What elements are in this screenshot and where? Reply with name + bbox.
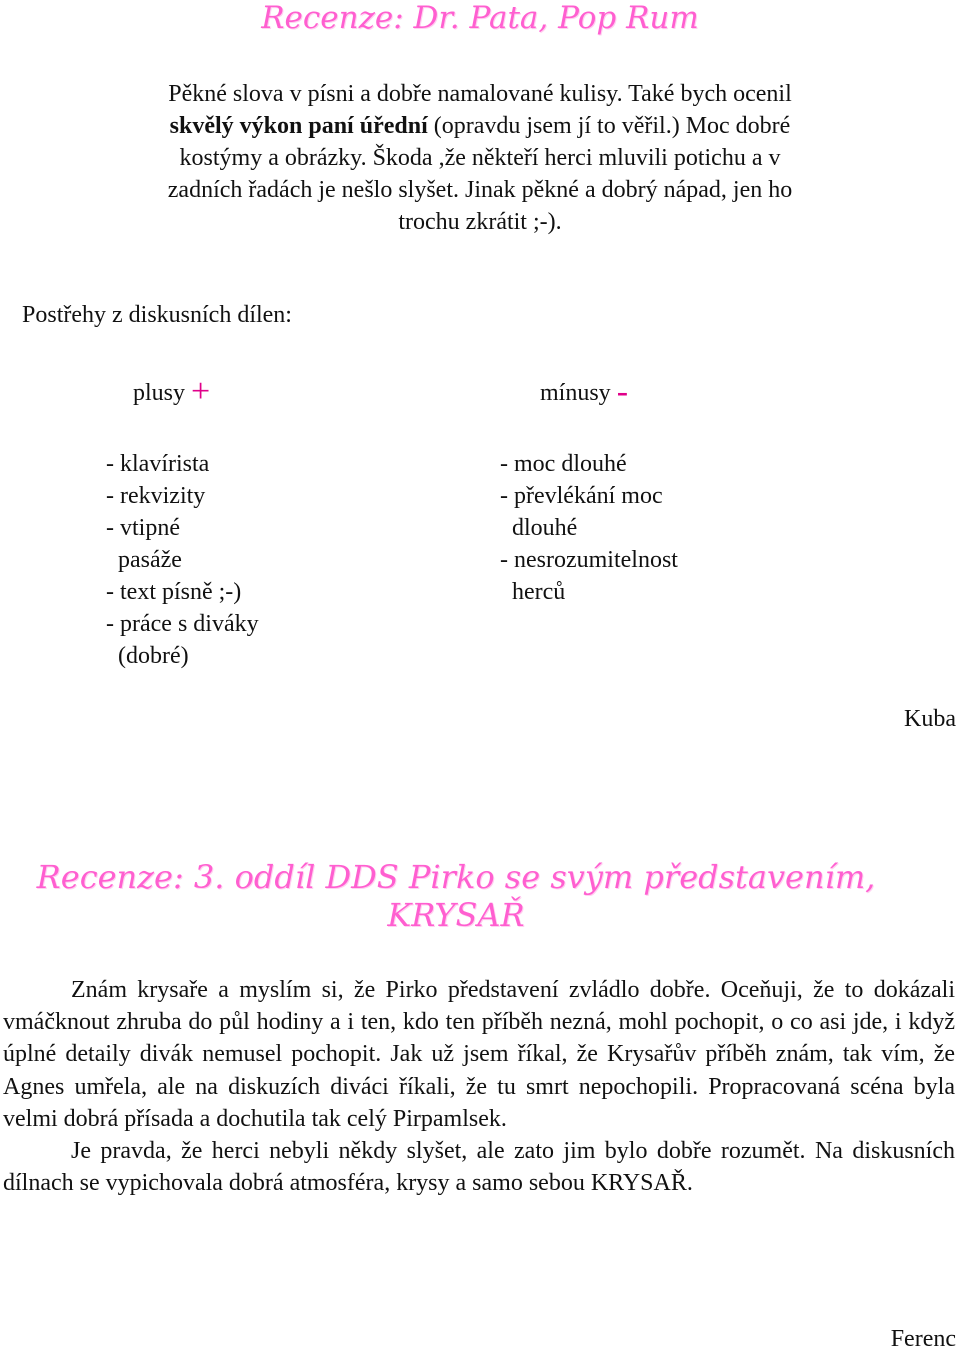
review2-paragraph: Je pravda, že herci nebyli někdy slyšet, ale zato jim bylo dobře rozumět. Na diskusních dílnach se vypichovala dobrá atmosféra, krysy a samo sebou KRYSAŘ. bbox=[3, 1138, 955, 1197]
minus-sign: - bbox=[616, 373, 629, 410]
minus-item: herců bbox=[500, 579, 566, 605]
review1-title: Recenze: Dr. Pata, Pop Rum bbox=[261, 0, 699, 36]
plus-sign: + bbox=[191, 373, 211, 410]
review1-text-b: (opravdu jsem jí to věřil.) Moc dobré kostýmy a obrázky. Škoda ,že někteří herci mluvili potichu a v zadních řadách je nešlo slyšet. Jinak pěkné a dobrý nápad, jen ho trochu zkrátit ;-). bbox=[167, 113, 793, 235]
minus-heading-text: mínusy bbox=[540, 380, 611, 406]
review2-text bbox=[3, 974, 955, 1199]
review2-signature: Ferenc bbox=[890, 1326, 956, 1352]
plus-heading-text: plusy bbox=[133, 380, 186, 406]
plus-item: - klavírista bbox=[106, 451, 210, 477]
review2-title: Recenze: 3. oddíl DDS Pirko se svým představením, KRYSAŘ bbox=[36, 858, 876, 934]
review1-text-bold: skvělý výkon paní úřední bbox=[169, 113, 428, 139]
plus-item: pasáže bbox=[106, 547, 182, 573]
minus-list bbox=[500, 448, 678, 608]
minus-item: - převlékání moc bbox=[500, 483, 663, 509]
review1-signature: Kuba bbox=[904, 706, 956, 732]
plus-list bbox=[106, 448, 259, 672]
plus-item: - rekvizity bbox=[106, 483, 206, 509]
minus-item: dlouhé bbox=[500, 515, 578, 541]
plus-item: (dobré) bbox=[106, 643, 189, 669]
minus-heading bbox=[540, 373, 629, 410]
minus-item: - moc dlouhé bbox=[500, 451, 627, 477]
review2-paragraph: Znám krysaře a myslím si, že Pirko představení zvládlo dobře. Oceňuji, že to dokázali vmáčknout zhruba do půl hodiny a i ten, kdo ten příběh nezná, mohl pochopit, o co asi jde, i když úplné detaily divák nemusel pochopit. Jak už jsem říkal, že Krysařův příběh znám, tak vím, že Agnes umřela, ale na diskuzích diváci říkali, že tu smrt nepochopili. Propracovaná scéna byla velmi dobrá přísada a dochutila tak celý Pirpamlsek. bbox=[3, 977, 955, 1132]
workshop-label: Postřehy z diskusních dílen: bbox=[22, 302, 292, 328]
review1-text bbox=[150, 78, 810, 238]
plus-heading bbox=[133, 373, 211, 410]
review1-text-a: Pěkné slova v písni a dobře namalované kulisy. Také bych ocenil bbox=[168, 81, 792, 107]
minus-item: - nesrozumitelnost bbox=[500, 547, 678, 573]
plus-item: - text písně ;-) bbox=[106, 579, 242, 605]
plus-item: - vtipné bbox=[106, 515, 180, 541]
plus-item: - práce s diváky bbox=[106, 611, 259, 637]
